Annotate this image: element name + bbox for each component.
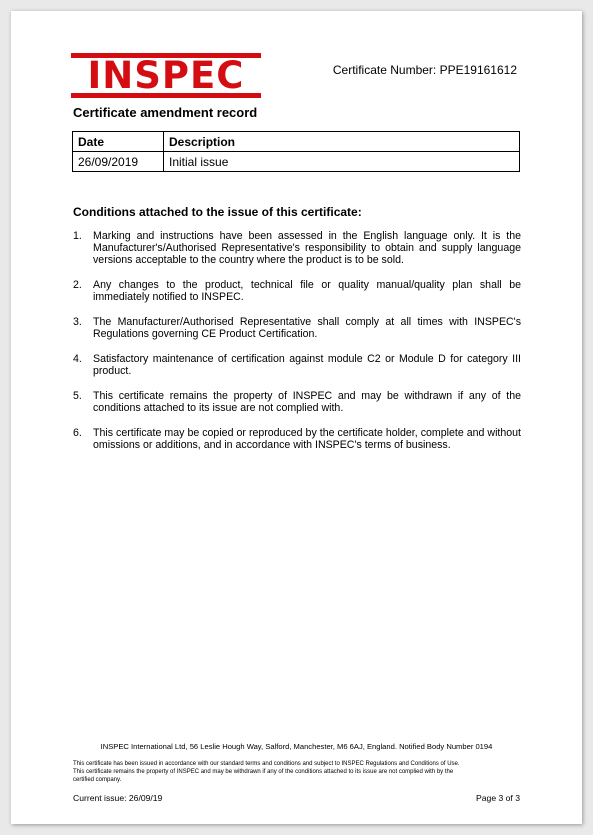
list-item	[73, 427, 521, 451]
amendment-date: 26/09/2019	[73, 152, 164, 172]
conditions-heading: Conditions attached to the issue of this certificate:	[73, 205, 362, 219]
list-item	[73, 353, 521, 377]
column-header-date: Date	[73, 132, 164, 152]
item-number: 4.	[73, 353, 82, 365]
logo-bar-top	[71, 53, 261, 58]
list-item	[73, 230, 521, 266]
item-text: This certificate may be copied or reproduced by the certificate holder, complete and without omissions or additions, and in accordance with INSPEC's terms of business.	[93, 427, 521, 451]
current-issue: Current issue: 26/09/19	[73, 793, 163, 803]
list-item	[73, 279, 521, 303]
amendment-description: Initial issue	[164, 152, 520, 172]
item-number: 2.	[73, 279, 82, 291]
amendment-header-row	[73, 132, 520, 152]
item-number: 5.	[73, 390, 82, 402]
inspec-logo	[71, 53, 261, 98]
footer-address: INSPEC International Ltd, 56 Leslie Hough Way, Salford, Manchester, M6 6AJ, England. Notified Body Number 0194	[100, 742, 493, 751]
item-text: Marking and instructions have been assessed in the English language only. It is the Manufacturer's/Authorised Representative's responsibility to obtain and supply language versions acceptable to the country where the product is to be sold.	[93, 230, 521, 266]
table-row	[73, 152, 520, 172]
item-text: This certificate remains the property of INSPEC and may be withdrawn if any of the conditions attached to its issue are not complied with.	[93, 390, 521, 414]
column-header-description: Description	[164, 132, 520, 152]
item-text: Satisfactory maintenance of certification against module C2 or Module D for category III product.	[93, 353, 521, 377]
page-number: Page 3 of 3	[476, 793, 520, 803]
amendment-heading: Certificate amendment record	[73, 105, 258, 120]
empty-cell	[164, 172, 520, 173]
logo-text: INSPEC	[87, 60, 245, 91]
conditions-list	[73, 230, 521, 464]
list-item	[73, 316, 521, 340]
amendment-table	[72, 131, 520, 172]
item-number: 3.	[73, 316, 82, 328]
footer-note	[73, 760, 521, 784]
certificate-number: Certificate Number: PPE19161612	[332, 63, 517, 77]
document-page	[11, 11, 582, 824]
table-row-empty	[73, 172, 520, 173]
footer-note-line: certified company.	[73, 777, 122, 783]
item-number: 1.	[73, 230, 82, 242]
item-text: Any changes to the product, technical file or quality manual/quality plan shall be immediately notified to INSPEC.	[93, 279, 521, 303]
footer-note-line: This certificate has been issued in accordance with our standard terms and conditions and subject to INSPEC Regulations and Conditions of Use.	[73, 761, 460, 767]
item-number: 6.	[73, 427, 82, 439]
list-item	[73, 390, 521, 414]
footer-note-line: This certificate remains the property of INSPEC and may be withdrawn if any of the conditions attached to its issue are not complied with by the	[73, 769, 454, 775]
empty-cell	[73, 172, 164, 173]
logo-bar-bottom	[71, 93, 261, 98]
item-text: The Manufacturer/Authorised Representative shall comply at all times with INSPEC's Regulations governing CE Product Certification.	[93, 316, 521, 340]
